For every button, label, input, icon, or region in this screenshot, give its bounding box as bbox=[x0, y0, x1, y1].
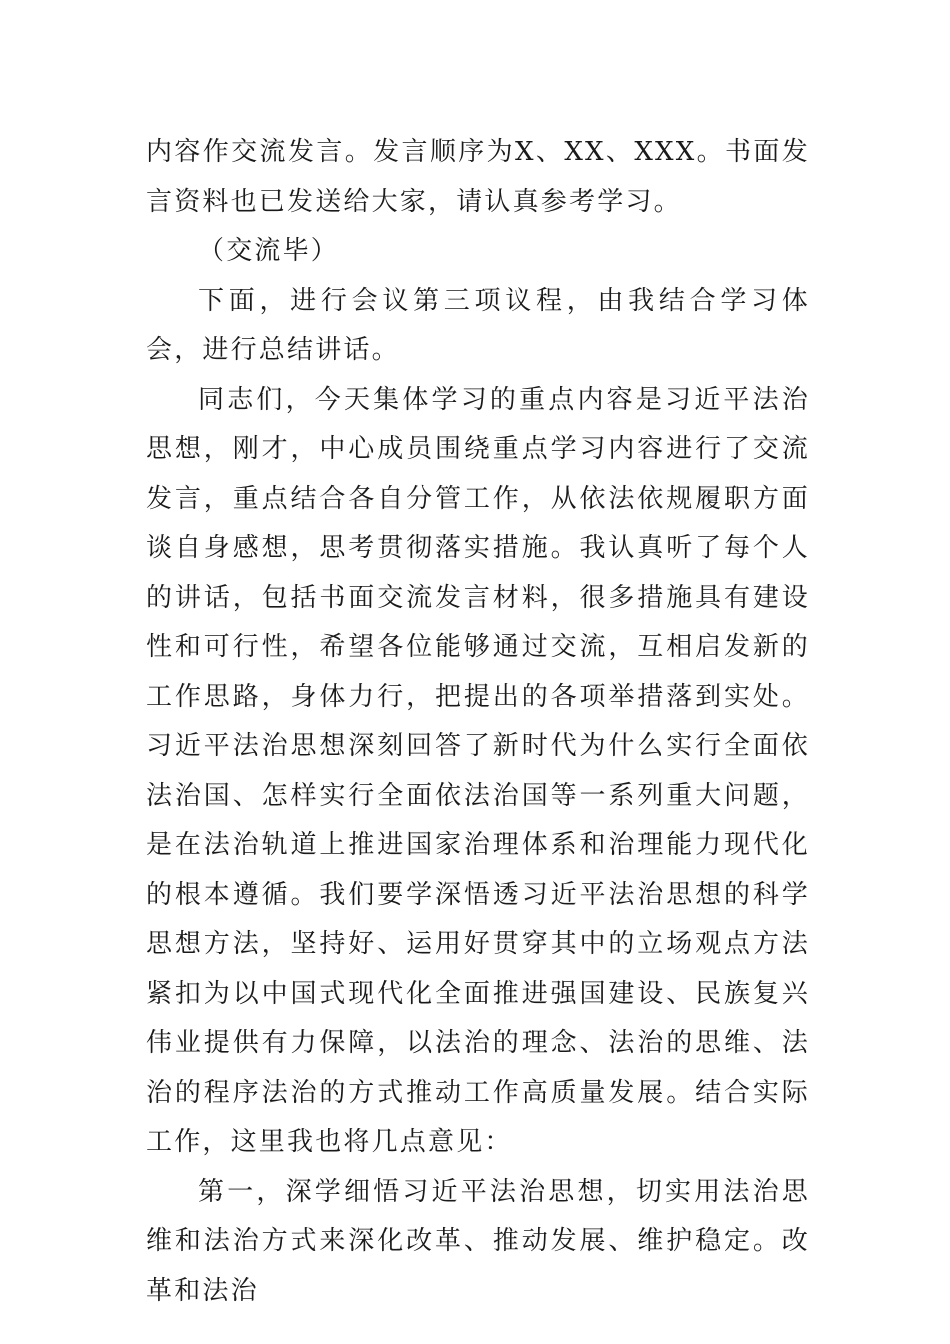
paragraph-agenda-item-three: 下面，进行会议第三项议程，由我结合学习体会，进行总结讲话。 bbox=[146, 285, 810, 365]
document-page bbox=[146, 128, 810, 1316]
paragraph-exchange-complete: （交流毕） bbox=[198, 236, 340, 266]
paragraph-summary-speech: 同志们，今天集体学习的重点内容是习近平法治思想，刚才，中心成员围绕重点学习内容进行了交流发言，重点结合各自分管工作，从依法依规履职方面谈自身感想，思考贯彻落实措施。我认真听了每个人的讲话，包括书面交流发言材料，很多措施具有建设性和可行性，希望各位能够通过交流，互相启发新的工作思路，身体力行，把提出的各项举措落到实处。习近平法治思想深刻回答了新时代为什么实行全面依法治国、怎样实行全面依法治国等一系列重大问题，是在法治轨道上推进国家治理体系和治理能力现代化的根本遵循。我们要学深悟透习近平法治思想的科学思想方法，坚持好、运用好贯穿其中的立场观点方法紧扣为以中国式现代化全面推进强国建设、民族复兴伟业提供有力保障，以法治的理念、法治的思维、法治的程序法治的方式推动工作高质量发展。结合实际工作，这里我也将几点意见： bbox=[146, 384, 810, 1157]
paragraph-point-one: 第一，深学细悟习近平法治思想，切实用法治思维和法治方式来深化改革、推动发展、维护稳定。改革和法治 bbox=[146, 1176, 810, 1306]
paragraph-continuation: 内容作交流发言。发言顺序为X、XX、XXX。书面发言资料也已发送给大家，请认真参考学习。 bbox=[146, 137, 810, 217]
